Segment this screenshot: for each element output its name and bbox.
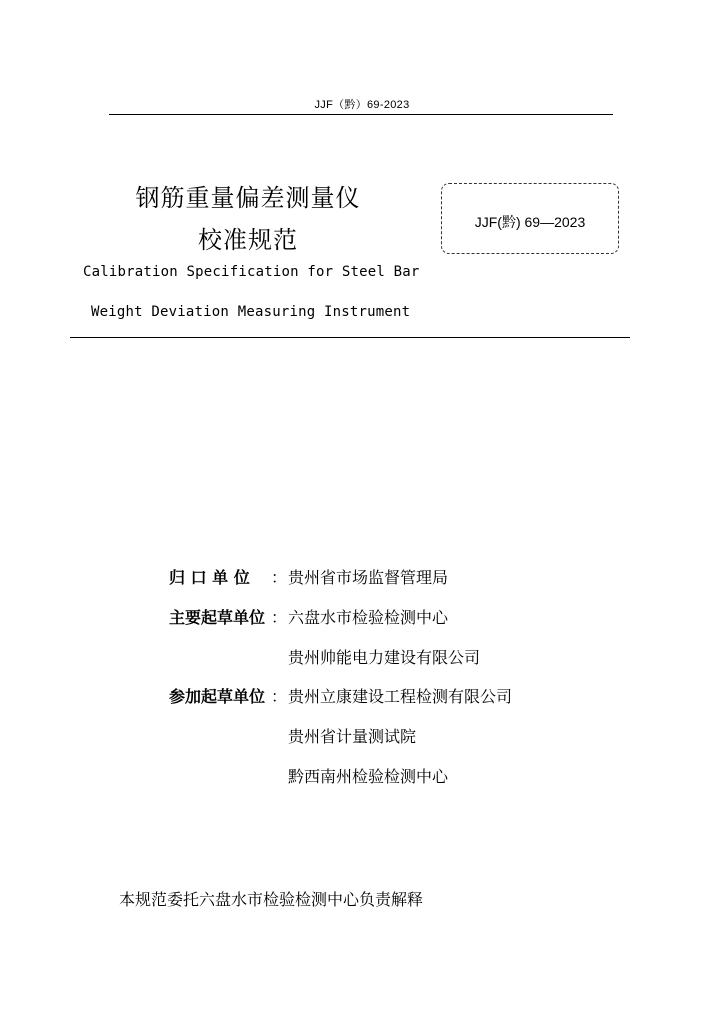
- main-drafter-colon: ：: [271, 608, 288, 627]
- title-english-line2: Weight Deviation Measuring Instrument: [91, 304, 411, 320]
- page-header-code: JJF（黔）69-2023: [314, 99, 410, 111]
- participating-drafter-value-2: 贵州省计量测试院: [288, 727, 417, 746]
- participating-drafter-value-1: 贵州立康建设工程检测有限公司: [288, 687, 513, 706]
- title-divider: [70, 337, 630, 338]
- participating-drafter-value-3: 黔西南州检验检测中心: [288, 767, 449, 786]
- main-drafter-label: 主要起草单位: [169, 608, 266, 627]
- centralized-unit-colon: ：: [271, 568, 288, 587]
- title-english-line1: Calibration Specification for Steel Bar: [83, 264, 420, 280]
- main-drafter-value-1: 六盘水市检验检测中心: [288, 608, 449, 627]
- title-chinese-line1: 钢筋重量偏差测量仪: [135, 184, 361, 212]
- centralized-unit-label: 归 口 单 位: [169, 568, 250, 587]
- header-divider: [109, 114, 613, 115]
- interpretation-note: 本规范委托六盘水市检验检测中心负责解释: [119, 890, 424, 909]
- participating-drafter-colon: ：: [271, 687, 288, 706]
- specification-code: JJF(黔) 69—2023: [474, 214, 586, 230]
- centralized-unit-value: 贵州省市场监督管理局: [288, 568, 449, 587]
- title-chinese-line2: 校准规范: [198, 226, 298, 254]
- main-drafter-value-2: 贵州帅能电力建设有限公司: [288, 648, 481, 667]
- participating-drafter-label: 参加起草单位: [169, 687, 266, 706]
